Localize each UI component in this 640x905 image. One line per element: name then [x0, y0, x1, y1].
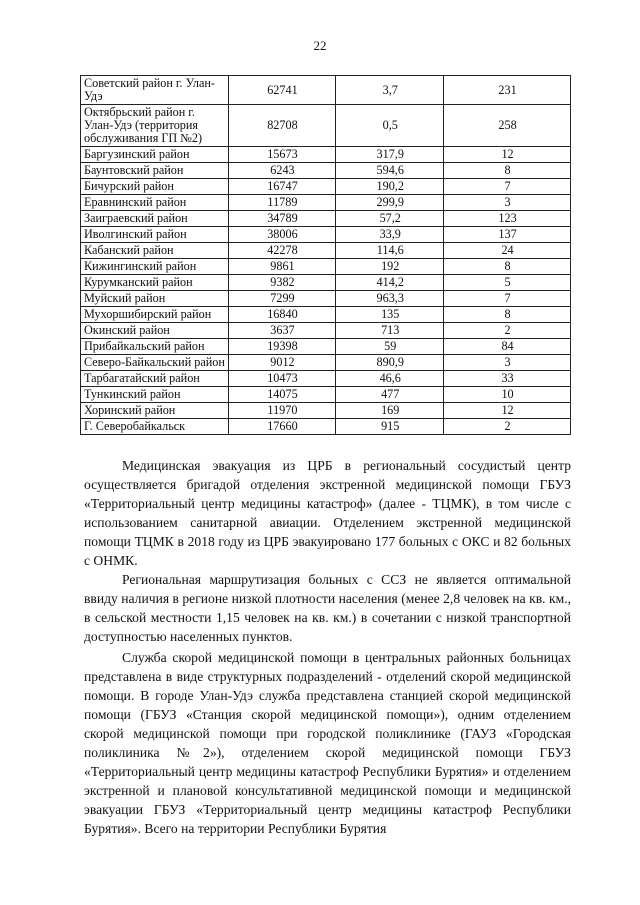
paragraph-routing: Региональная маршрутизация больных с ССЗ не является оптимальной ввиду наличия в регионе низкой плотности населения (менее 2,8 человек на кв. км., в сельской местности 1,15 человек на кв. км.) в сочетании с низкой транспортной доступностью населенных пунктов.: [84, 572, 571, 644]
count-cell: 33: [444, 371, 571, 387]
count-cell: 12: [444, 403, 571, 419]
table-row: [81, 355, 571, 371]
count-cell: 8: [444, 307, 571, 323]
distance-cell: 594,6: [336, 163, 444, 179]
distance-cell: 114,6: [336, 243, 444, 259]
distance-cell: 915: [336, 419, 444, 435]
table-row: [81, 179, 571, 195]
count-cell: 7: [444, 179, 571, 195]
distance-cell: 46,6: [336, 371, 444, 387]
distance-cell: 890,9: [336, 355, 444, 371]
district-name-cell: Окинский район: [81, 323, 229, 339]
count-cell: 10: [444, 387, 571, 403]
population-cell: 9012: [228, 355, 336, 371]
distance-cell: 169: [336, 403, 444, 419]
distance-cell: 192: [336, 259, 444, 275]
district-name-cell: Г. Северобайкальск: [81, 419, 229, 435]
text-block-bottom: [84, 648, 571, 838]
population-cell: 82708: [228, 105, 336, 147]
text-block-top: [84, 456, 571, 646]
population-cell: 11970: [228, 403, 336, 419]
population-cell: 42278: [228, 243, 336, 259]
table-row: [81, 419, 571, 435]
table-row: [81, 403, 571, 419]
population-cell: 10473: [228, 371, 336, 387]
distance-cell: 0,5: [336, 105, 444, 147]
population-cell: 11789: [228, 195, 336, 211]
table-row: [81, 227, 571, 243]
distance-cell: 135: [336, 307, 444, 323]
district-name-cell: Прибайкальский район: [81, 339, 229, 355]
distance-cell: 963,3: [336, 291, 444, 307]
distance-cell: 59: [336, 339, 444, 355]
table-row: [81, 147, 571, 163]
distance-cell: 317,9: [336, 147, 444, 163]
district-name-cell: Баргузинский район: [81, 147, 229, 163]
population-cell: 19398: [228, 339, 336, 355]
district-name-cell: Хоринский район: [81, 403, 229, 419]
count-cell: 24: [444, 243, 571, 259]
district-name-cell: Иволгинский район: [81, 227, 229, 243]
distance-cell: 477: [336, 387, 444, 403]
table-row: [81, 371, 571, 387]
population-cell: 7299: [228, 291, 336, 307]
population-cell: 16747: [228, 179, 336, 195]
table-row: [81, 339, 571, 355]
table-row: [81, 259, 571, 275]
population-cell: 38006: [228, 227, 336, 243]
table-row: [81, 307, 571, 323]
distance-cell: 190,2: [336, 179, 444, 195]
count-cell: 3: [444, 355, 571, 371]
paragraph-evacuation: Медицинская эвакуация из ЦРБ в региональный сосудистый центр осуществляется бригадой отделения экстренной медицинской помощи ГБУЗ «Территориальный центр медицины катастроф» (далее - ТЦМК), в том числе с использованием санитарной авиации. Отделением экстренной медицинской помощи ТЦМК в 2018 году из ЦРБ эвакуировано 177 больных с ОКС и 82 больных с ОНМК.: [84, 458, 571, 568]
count-cell: 137: [444, 227, 571, 243]
population-cell: 6243: [228, 163, 336, 179]
count-cell: 258: [444, 105, 571, 147]
district-name-cell: Северо-Байкальский район: [81, 355, 229, 371]
count-cell: 2: [444, 323, 571, 339]
distance-cell: 713: [336, 323, 444, 339]
population-cell: 34789: [228, 211, 336, 227]
table-row: [81, 291, 571, 307]
table-row: [81, 163, 571, 179]
count-cell: 231: [444, 76, 571, 105]
district-name-cell: Баунтовский район: [81, 163, 229, 179]
district-name-cell: Бичурский район: [81, 179, 229, 195]
page-number: 22: [313, 38, 327, 53]
district-name-cell: Мухоршибирский район: [81, 307, 229, 323]
population-cell: 3637: [228, 323, 336, 339]
count-cell: 12: [444, 147, 571, 163]
population-cell: 9382: [228, 275, 336, 291]
table-row: [81, 323, 571, 339]
district-name-cell: Октябрьский район г. Улан-Удэ (территория обслуживания ГП №2): [81, 105, 229, 147]
district-name-cell: Муйский район: [81, 291, 229, 307]
population-cell: 14075: [228, 387, 336, 403]
table-row: [81, 211, 571, 227]
table-row: [81, 243, 571, 259]
distance-cell: 57,2: [336, 211, 444, 227]
count-cell: 7: [444, 291, 571, 307]
district-name-cell: Курумканский район: [81, 275, 229, 291]
population-cell: 17660: [228, 419, 336, 435]
count-cell: 5: [444, 275, 571, 291]
table-row: [81, 195, 571, 211]
district-table-body: [81, 76, 571, 435]
population-cell: 62741: [228, 76, 336, 105]
count-cell: 123: [444, 211, 571, 227]
district-table: [80, 75, 571, 435]
district-name-cell: Заиграевский район: [81, 211, 229, 227]
count-cell: 8: [444, 259, 571, 275]
count-cell: 2: [444, 419, 571, 435]
district-name-cell: Еравнинский район: [81, 195, 229, 211]
district-name-cell: Кижингинский район: [81, 259, 229, 275]
distance-cell: 3,7: [336, 76, 444, 105]
district-name-cell: Тарбагатайский район: [81, 371, 229, 387]
table-row: [81, 275, 571, 291]
paragraph-ambulance-service: Служба скорой медицинской помощи в центральных районных больницах представлена в виде структурных подразделений - отделений скорой медицинской помощи. В городе Улан-Удэ служба представлена станцией скорой медицинской помощи (ГБУЗ «Станция скорой медицинской помощи»), одним отделением скорой медицинской помощи при городской поликлинике (ГАУЗ «Городская поликлиника №2»), отделением скорой медицинской помощи ГБУЗ «Территориальный центр медицины катастроф Республики Бурятия» и отделением экстренной и плановой консультативной медицинской помощи и медицинской эвакуации ГБУЗ «Территориальный центр медицины катастроф Республики Бурятия». Всего на территории Республики Бурятия: [84, 650, 571, 836]
population-cell: 9861: [228, 259, 336, 275]
population-cell: 15673: [228, 147, 336, 163]
district-name-cell: Тункинский район: [81, 387, 229, 403]
count-cell: 3: [444, 195, 571, 211]
distance-cell: 299,9: [336, 195, 444, 211]
table-row: [81, 76, 571, 105]
table-row: [81, 105, 571, 147]
count-cell: 8: [444, 163, 571, 179]
district-name-cell: Советский район г. Улан-Удэ: [81, 76, 229, 105]
table-row: [81, 387, 571, 403]
district-name-cell: Кабанский район: [81, 243, 229, 259]
distance-cell: 33,9: [336, 227, 444, 243]
population-cell: 16840: [228, 307, 336, 323]
distance-cell: 414,2: [336, 275, 444, 291]
count-cell: 84: [444, 339, 571, 355]
